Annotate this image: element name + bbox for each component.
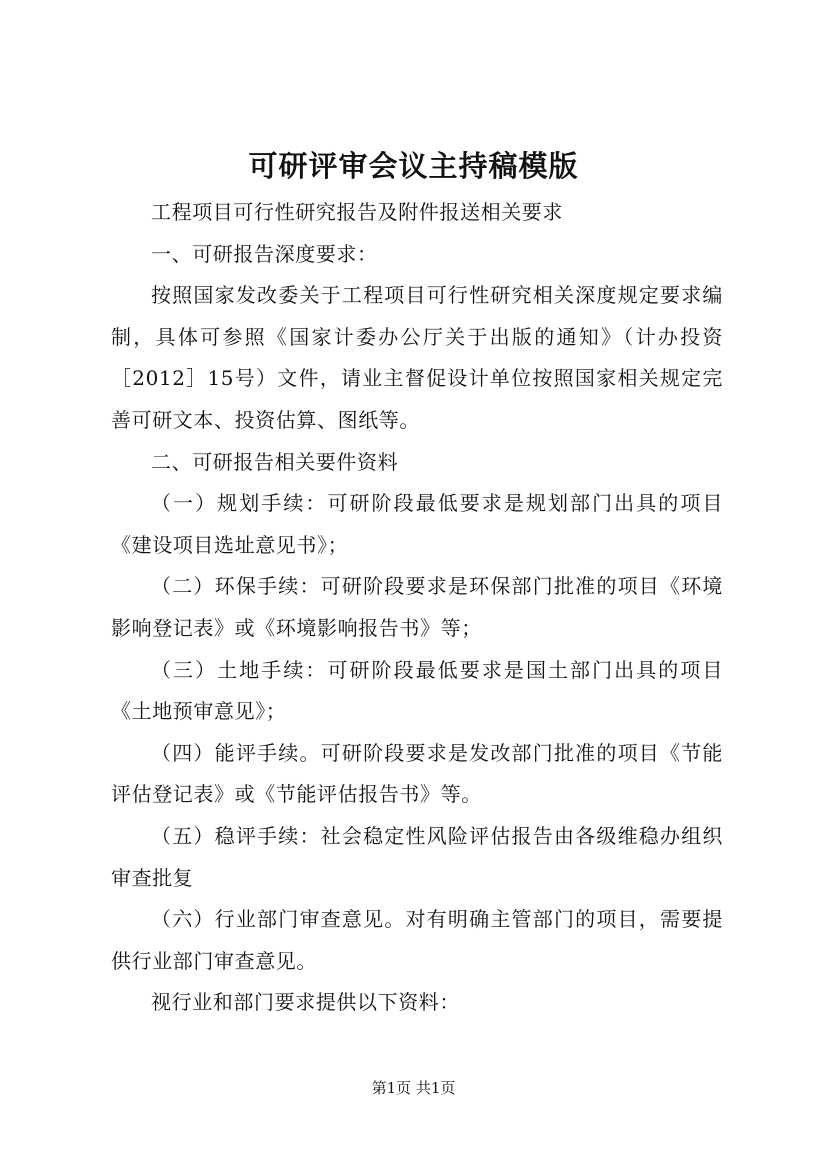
paragraph-requirements-heading: 工程项目可行性研究报告及附件报送相关要求 — [151, 200, 563, 224]
paragraph-energy: （四）能评手续。可研阶段要求是发改部门批准的项目《节能评估登记表》或《节能评估报告书》等。 — [111, 740, 723, 807]
paragraph-section-two: 二、可研报告相关要件资料 — [151, 449, 399, 474]
paragraph-stability: （五）稳评手续：社会稳定性风险评估报告由各级维稳办组织审查批复 — [111, 823, 723, 890]
paragraph-depth-requirements: 按照国家发改委关于工程项目可行性研究相关深度规定要求编制，具体可参照《国家计委办公厅关于出版的通知》（计办投资［2012］15号）文件，请业主督促设计单位按照国家相关规定完善可研文本、投资估算、图纸等。 — [111, 283, 723, 432]
paragraph-environment: （二）环保手续：可研阶段要求是环保部门批准的项目《环境影响登记表》或《环境影响报告书》等； — [111, 574, 723, 640]
document-body — [111, 192, 723, 1024]
document-title: 可研评审会议主持稿模版 — [248, 149, 579, 183]
paragraph-land: （三）土地手续：可研阶段最低要求是国土部门出具的项目《土地预审意见》； — [111, 657, 723, 724]
paragraph-planning: （一）规划手续：可研阶段最低要求是规划部门出具的项目《建设项目选址意见书》； — [111, 491, 723, 557]
page-number: 第1页 共1页 — [371, 1079, 456, 1097]
paragraph-additional: 视行业和部门要求提供以下资料： — [151, 990, 460, 1015]
paragraph-industry: （六）行业部门审查意见。对有明确主管部门的项目，需要提供行业部门审查意见。 — [111, 907, 723, 973]
paragraph-section-one: 一、可研报告深度要求： — [151, 241, 378, 266]
